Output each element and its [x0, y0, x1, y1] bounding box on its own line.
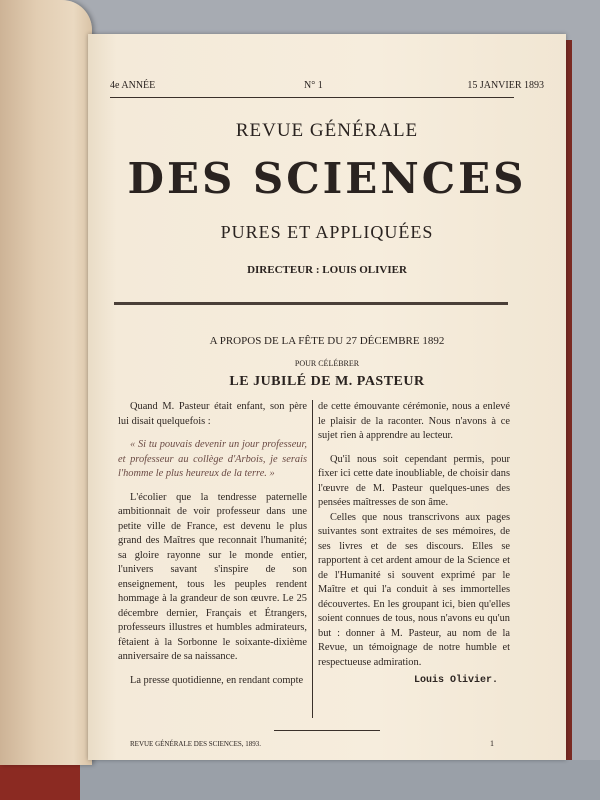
left-page-edge: [0, 0, 92, 765]
left-column: [118, 400, 307, 688]
header-rule: [110, 97, 514, 98]
article-pretitle: POUR CÉLÉBRER: [294, 359, 360, 368]
journal-page: [88, 34, 566, 760]
paragraph: La presse quotidienne, en rendant compte: [130, 674, 304, 686]
paragraph: Quand M. Pasteur était enfant, son père lui disait quelquefois :: [118, 401, 307, 427]
masthead-title: DES SCIENCES: [127, 154, 527, 203]
table-surface: [0, 760, 600, 800]
issue-date: 15 JANVIER 1893: [467, 80, 544, 91]
paragraph: de cette émouvante cérémonie, nous a enlevé le plaisir de la raconter. Nous n'avons à ce sujet rien à apprendre au lecteur.: [318, 401, 510, 441]
quote: « Si tu pouvais devenir un jour professeur, et professeur au collège d'Arbois, je serais l'homme le plus heureux de la terre. »: [118, 439, 307, 479]
signature: Louis Olivier.: [413, 675, 498, 686]
paragraph: Celles que nous transcrivons aux pages suivantes sont extraites de ses mémoires, de ses livres et de ses discours. Elles se rapportent à cet ardent amour de la Science et de l'Humanité si souvent exprimé par le Maître et qui l'a conduit à ses immortelles découvertes. En les groupant ici, bien qu'elles soient connues de tous, nous n'avons eu qu'un but : donner à M. Pasteur, au nom de la Revue, un témoignage de notre humble et respectueuse admiration.: [318, 511, 510, 668]
end-rule: [274, 730, 380, 731]
masthead-rule: [114, 302, 508, 305]
right-column: [318, 400, 510, 689]
masthead-line1: REVUE GÉNÉRALE: [235, 120, 419, 141]
paragraph: Qu'il nous soit cependant permis, pour fixer ici cette date inoubliable, de choisir dans l'œuvre de M. Pasteur quelques-unes des pensées maîtresses de son âme.: [318, 453, 510, 508]
year-label: 4e ANNÉE: [110, 80, 156, 91]
column-divider: [312, 400, 313, 718]
footer-title: REVUE GÉNÉRALE DES SCIENCES, 1893.: [130, 740, 262, 748]
article-kicker: A PROPOS DE LA FÊTE DU 27 DÉCEMBRE 1892: [209, 335, 445, 347]
director-line: DIRECTEUR : LOUIS OLIVIER: [247, 264, 407, 276]
page-number: 1: [490, 739, 494, 748]
paragraph: L'écolier que la tendresse paternelle ambitionnait de voir professeur dans une petite ville de France, est devenu le plus grand des Maîtres que reconnait l'humanité; sa gloire rayonne sur le monde entier, l'univers savant s'inspire de son enseignement, tous les peuples rendent hommage à la grandeur de son œuvre. Le 25 décembre dernier, Français et Étrangers, professeurs illustres et humbles admirateurs, fêtaient à la Sorbonne le soixante-dixième anniversaire de sa naissance.: [118, 491, 307, 662]
book-fore-edge: [566, 40, 572, 760]
masthead-subtitle: PURES ET APPLIQUÉES: [220, 222, 434, 242]
article-title: LE JUBILÉ DE M. PASTEUR: [229, 374, 425, 389]
issue-number: N° 1: [304, 80, 323, 91]
